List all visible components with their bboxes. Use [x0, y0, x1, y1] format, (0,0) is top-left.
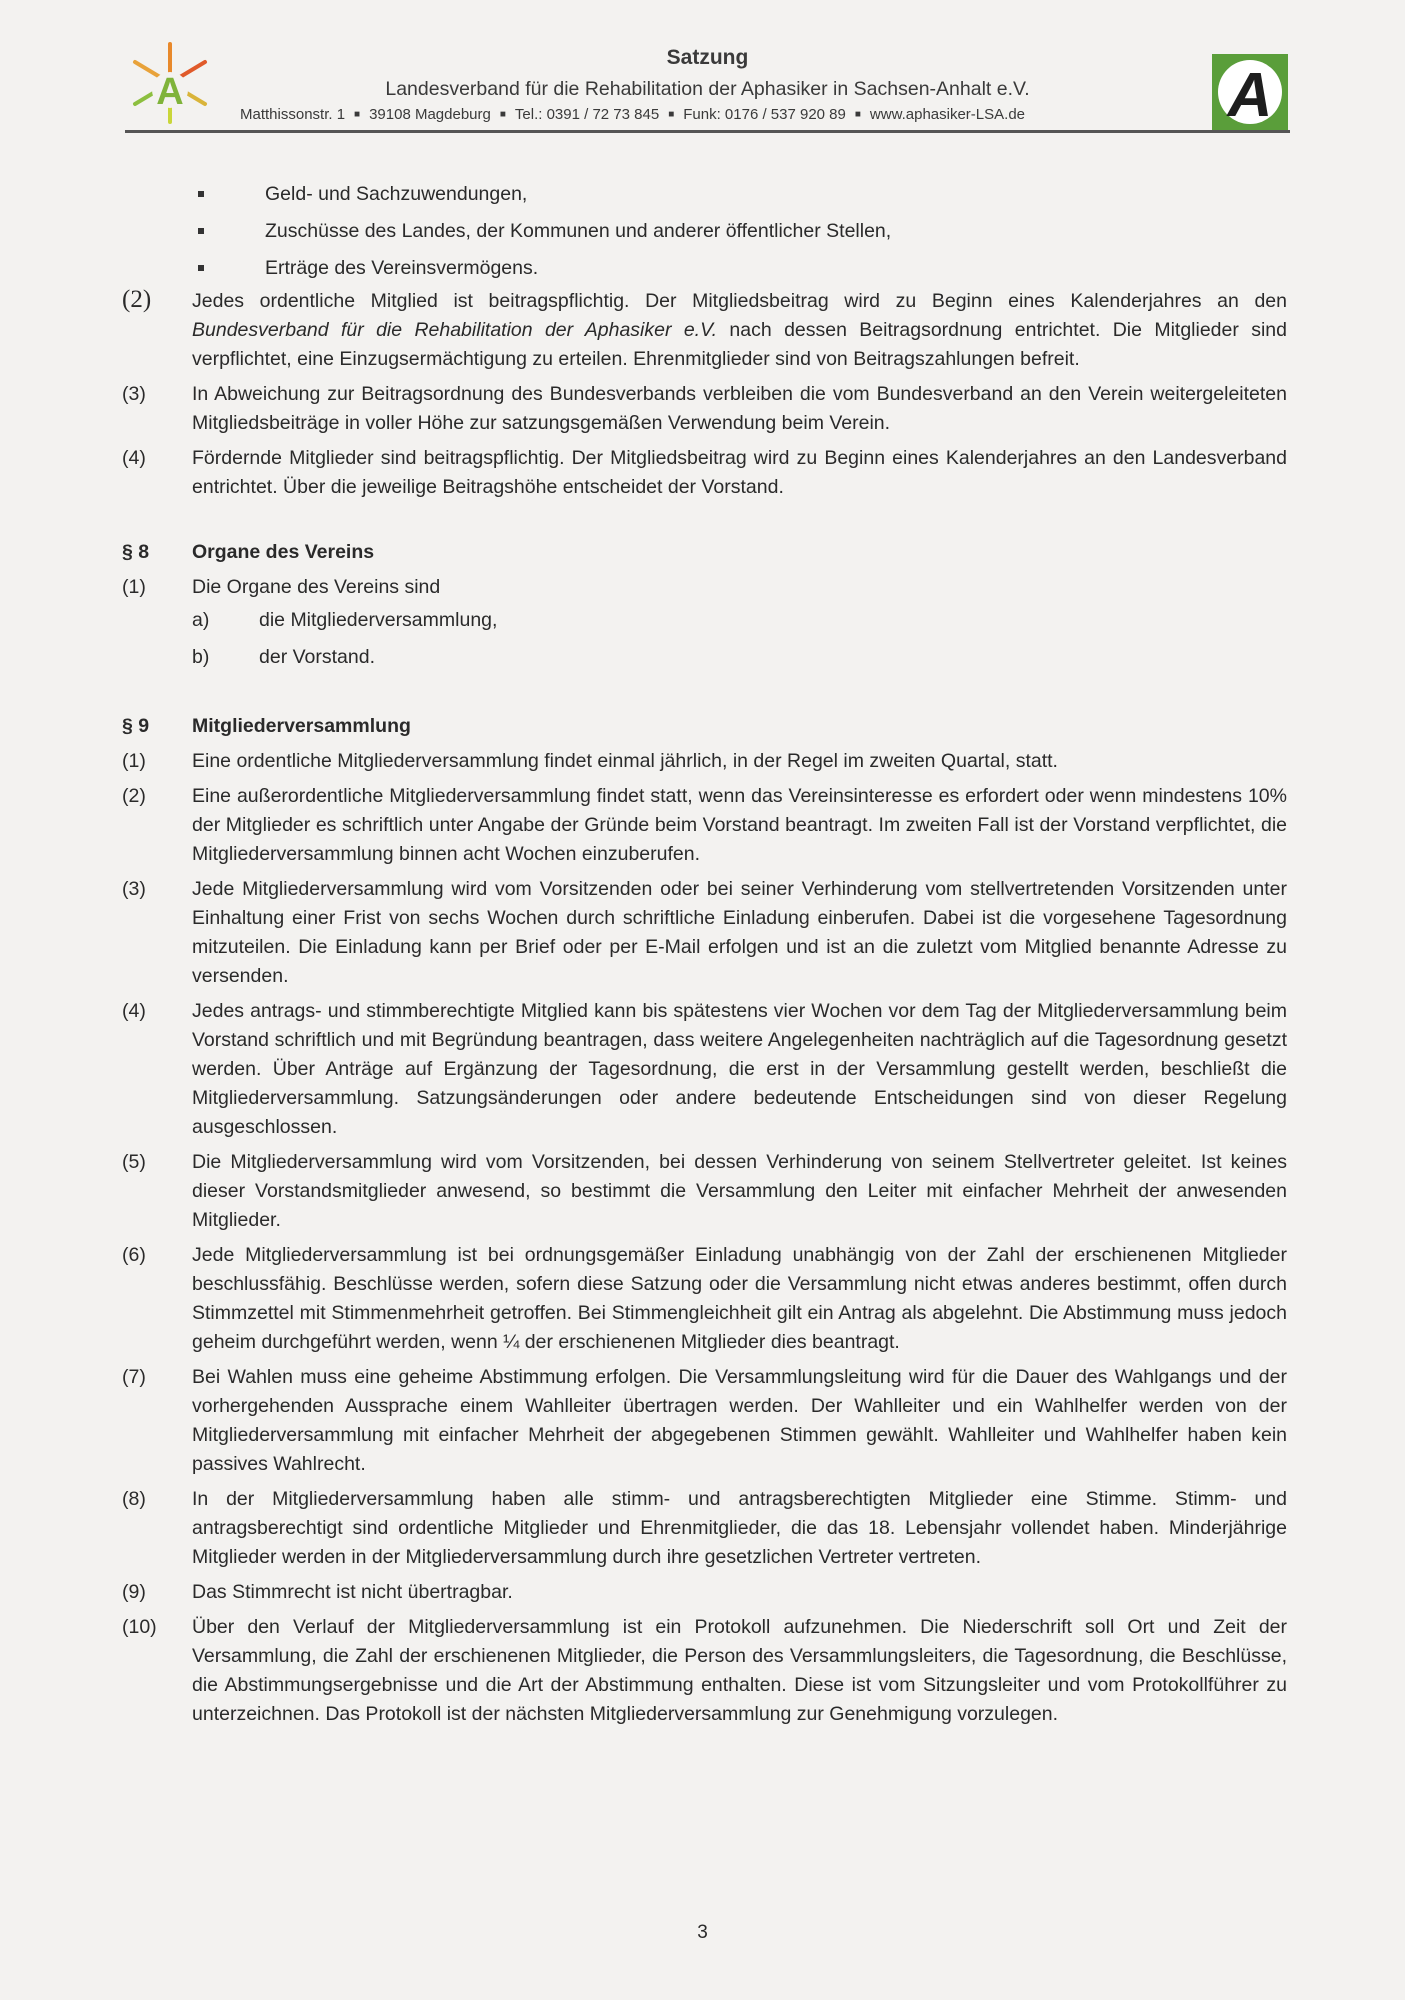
paragraph-9-9: (9) Das Stimmrecht ist nicht übertragbar.	[122, 1578, 1287, 1607]
paragraph-number: (2)	[122, 286, 152, 313]
paragraph-number: (7)	[122, 1366, 146, 1388]
paragraph-number: (5)	[122, 1151, 146, 1173]
paragraph-8-1: (1) Die Organe des Vereins sind	[122, 573, 1287, 602]
separator-icon: ■	[354, 109, 361, 120]
paragraph-7-2: (2) Jedes ordentliche Mitglied ist beitragspflichtig. Der Mitgliedsbeitrag wird zu Beginn eines Kalenderjahres an den Bundesverband für die Rehabilitation der Aphasiker e.V. nach dessen Beitragsordnung entrichtet. Die Mitglieder sind verpflichtet, eine Einzugsermächtigung zu erteilen. Ehrenmitglieder sind von Beitragszahlungen befreit.	[122, 286, 1287, 370]
paragraph-9-2: (2) Eine außerordentliche Mitgliederversammlung findet statt, wenn das Vereinsinteresse es erfordert oder wenn mindestens 10% der Mitglieder es schriftlich unter Angabe der Gründe beim Vorstand beantragt. Im zweiten Fall ist der Vorstand verpflichtet, die Mitgliederversammlung binnen acht Wochen einzuberufen.	[122, 782, 1287, 869]
contact-line	[240, 106, 1025, 123]
paragraph-number: (4)	[122, 447, 146, 469]
paragraph-number: (2)	[122, 785, 146, 807]
bullet-icon	[198, 228, 204, 234]
contact-city: 39108 Magdeburg	[369, 106, 491, 123]
header-divider	[125, 130, 1290, 133]
organs-list	[192, 602, 1287, 676]
aphasiker-logo-icon	[1210, 52, 1290, 132]
list-item: Geld- und Sachzuwendungen,	[198, 176, 1287, 213]
paragraph-number: (3)	[122, 383, 146, 405]
paragraph-number: (6)	[122, 1244, 146, 1266]
paragraph-9-7: (7) Bei Wahlen muss eine geheime Abstimmung erfolgen. Die Versammlungsleitung wird für die Dauer des Wahlgangs und der vorhergehenden Aussprache einem Wahlleiter übertragen werden. Der Wahlleiter und ein Wahlhelfer werden von der Mitgliederversammlung mit einfacher Mehrheit der abgegebenen Stimmen gewählt. Wahlleiter und Wahlhelfer haben kein passives Wahlrecht.	[122, 1363, 1287, 1479]
paragraph-number: (1)	[122, 576, 146, 598]
funding-list	[198, 176, 1287, 287]
paragraph-7-4: (4) Fördernde Mitglieder sind beitragspflichtig. Der Mitgliedsbeitrag wird zu Beginn eines Kalenderjahres an den Landesverband entrichtet. Über die jeweilige Beitragshöhe entscheidet der Vorstand.	[122, 444, 1287, 502]
page-number: 3	[697, 1922, 708, 1943]
paragraph-9-3: (3) Jede Mitgliederversammlung wird vom Vorsitzenden oder bei seiner Verhinderung vom stellvertretenden Vorsitzenden unter Einhaltung einer Frist von sechs Wochen durch schriftliche Einladung einberufen. Dabei ist die vorgesehene Tagesordnung mitzuteilen. Die Einladung kann per Brief oder per E-Mail erfolgen und ist an die zuletzt vom Mitglied benannte Adresse zu versenden.	[122, 875, 1287, 991]
bullet-icon	[198, 191, 204, 197]
document-title: Satzung	[666, 46, 749, 69]
section-8-heading: § 8 Organe des Vereins	[122, 538, 1287, 567]
letterhead	[125, 38, 1290, 136]
paragraph-9-6: (6) Jede Mitgliederversammlung ist bei ordnungsgemäßer Einladung unabhängig von der Zahl der erschienenen Mitglieder beschlussfähig. Beschlüsse werden, sofern diese Satzung oder die Versammlung nicht etwas anderes bestimmt, offen durch Stimmzettel mit Stimmenmehrheit getroffen. Bei Stimmengleichheit gilt ein Antrag als abgelehnt. Die Abstimmung muss jedoch geheim durchgeführt werden, wenn ¼ der erschienenen Mitglieder dies beantragt.	[122, 1241, 1287, 1357]
separator-icon: ■	[854, 109, 861, 120]
section-9-heading: § 9 Mitgliederversammlung	[122, 712, 1287, 741]
list-item: a) die Mitgliederversammlung,	[192, 609, 498, 631]
section-number: § 8	[122, 541, 150, 563]
paragraph-9-5: (5) Die Mitgliederversammlung wird vom Vorsitzenden, bei dessen Verhinderung von seinem Stellvertreter geleitet. Ist keines dieser Vorstandsmitglieder anwesend, so bestimmt die Versammlung den Leiter mit einfacher Mehrheit der anwesenden Mitglieder.	[122, 1148, 1287, 1235]
separator-icon: ■	[499, 109, 506, 120]
list-item: Zuschüsse des Landes, der Kommunen und anderer öffentlicher Stellen,	[198, 213, 1287, 250]
section-number: § 9	[122, 715, 150, 737]
list-item: Erträge des Vereinsvermögens.	[198, 250, 1287, 287]
bullet-icon	[198, 265, 204, 271]
paragraph-number: (8)	[122, 1488, 146, 1510]
organization-name: Landesverband für die Rehabilitation der Aphasiker in Sachsen-Anhalt e.V.	[385, 78, 1030, 100]
contact-website: www.aphasiker-LSA.de	[869, 106, 1025, 123]
paragraph-9-8: (8) In der Mitgliederversammlung haben alle stimm- und antragsberechtigten Mitglieder eine Stimme. Stimm- und antragsberechtigt sind ordentliche Mitglieder und Ehrenmitglieder, die das 18. Lebensjahr vollendet haben. Minderjährige Mitglieder werden in der Mitgliederversammlung durch ihre gesetzlichen Vertreter vertreten.	[122, 1485, 1287, 1572]
federal-association-name: Bundesverband für die Rehabilitation der Aphasiker e.V.	[192, 319, 718, 341]
contact-street: Matthissonstr. 1	[240, 106, 346, 123]
paragraph-9-10: (10) Über den Verlauf der Mitgliederversammlung ist ein Protokoll aufzunehmen. Die Niederschrift soll Ort und Zeit der Versammlung, die Zahl der erschienenen Mitglieder, die Person des Versammlungsleiters, die Tagesordnung, die Beschlüsse, die Abstimmungsergebnisse und die Art der Abstimmung enthalten. Diese ist vom Sitzungsleiter und vom Protokollführer zu unterzeichnen. Das Protokoll ist der nächsten Mitgliederversammlung zur Genehmigung vorzulegen.	[122, 1613, 1287, 1729]
svg-text:A: A	[156, 71, 184, 113]
paragraph-number: (3)	[122, 878, 146, 900]
separator-icon: ■	[668, 109, 675, 120]
list-item: b) der Vorstand.	[192, 646, 375, 668]
svg-text:A: A	[1227, 61, 1273, 130]
paragraph-number: (4)	[122, 1000, 146, 1022]
paragraph-number: (1)	[122, 750, 146, 772]
contact-mobile: Funk: 0176 / 537 920 89	[683, 106, 846, 123]
paragraph-7-3: (3) In Abweichung zur Beitragsordnung des Bundesverbands verbleiben die vom Bundesverband an den Verein weitergeleiteten Mitgliedsbeiträge in voller Höhe zur satzungsgemäßen Verwendung beim Verein.	[122, 380, 1287, 438]
statute-body	[122, 176, 1287, 1735]
paragraph-number: (9)	[122, 1581, 146, 1603]
paragraph-9-1: (1) Eine ordentliche Mitgliederversammlung findet einmal jährlich, in der Regel im zweiten Quartal, statt.	[122, 747, 1287, 776]
contact-phone: Tel.: 0391 / 72 73 845	[514, 106, 660, 123]
paragraph-9-4: (4) Jedes antrags- und stimmberechtigte Mitglied kann bis spätestens vier Wochen vor dem Tag der Mitgliederversammlung beim Vorstand schriftlich und mit Begründung beantragen, dass weitere Angelegenheiten nachträglich auf die Tagesordnung gesetzt werden. Über Anträge auf Ergänzung der Tagesordnung, die erst in der Versammlung gestellt werden, beschließt die Mitgliederversammlung. Satzungsänderungen oder andere bedeutende Entscheidungen sind von dieser Regelung ausgeschlossen.	[122, 997, 1287, 1142]
paragraph-number: (10)	[122, 1616, 157, 1638]
